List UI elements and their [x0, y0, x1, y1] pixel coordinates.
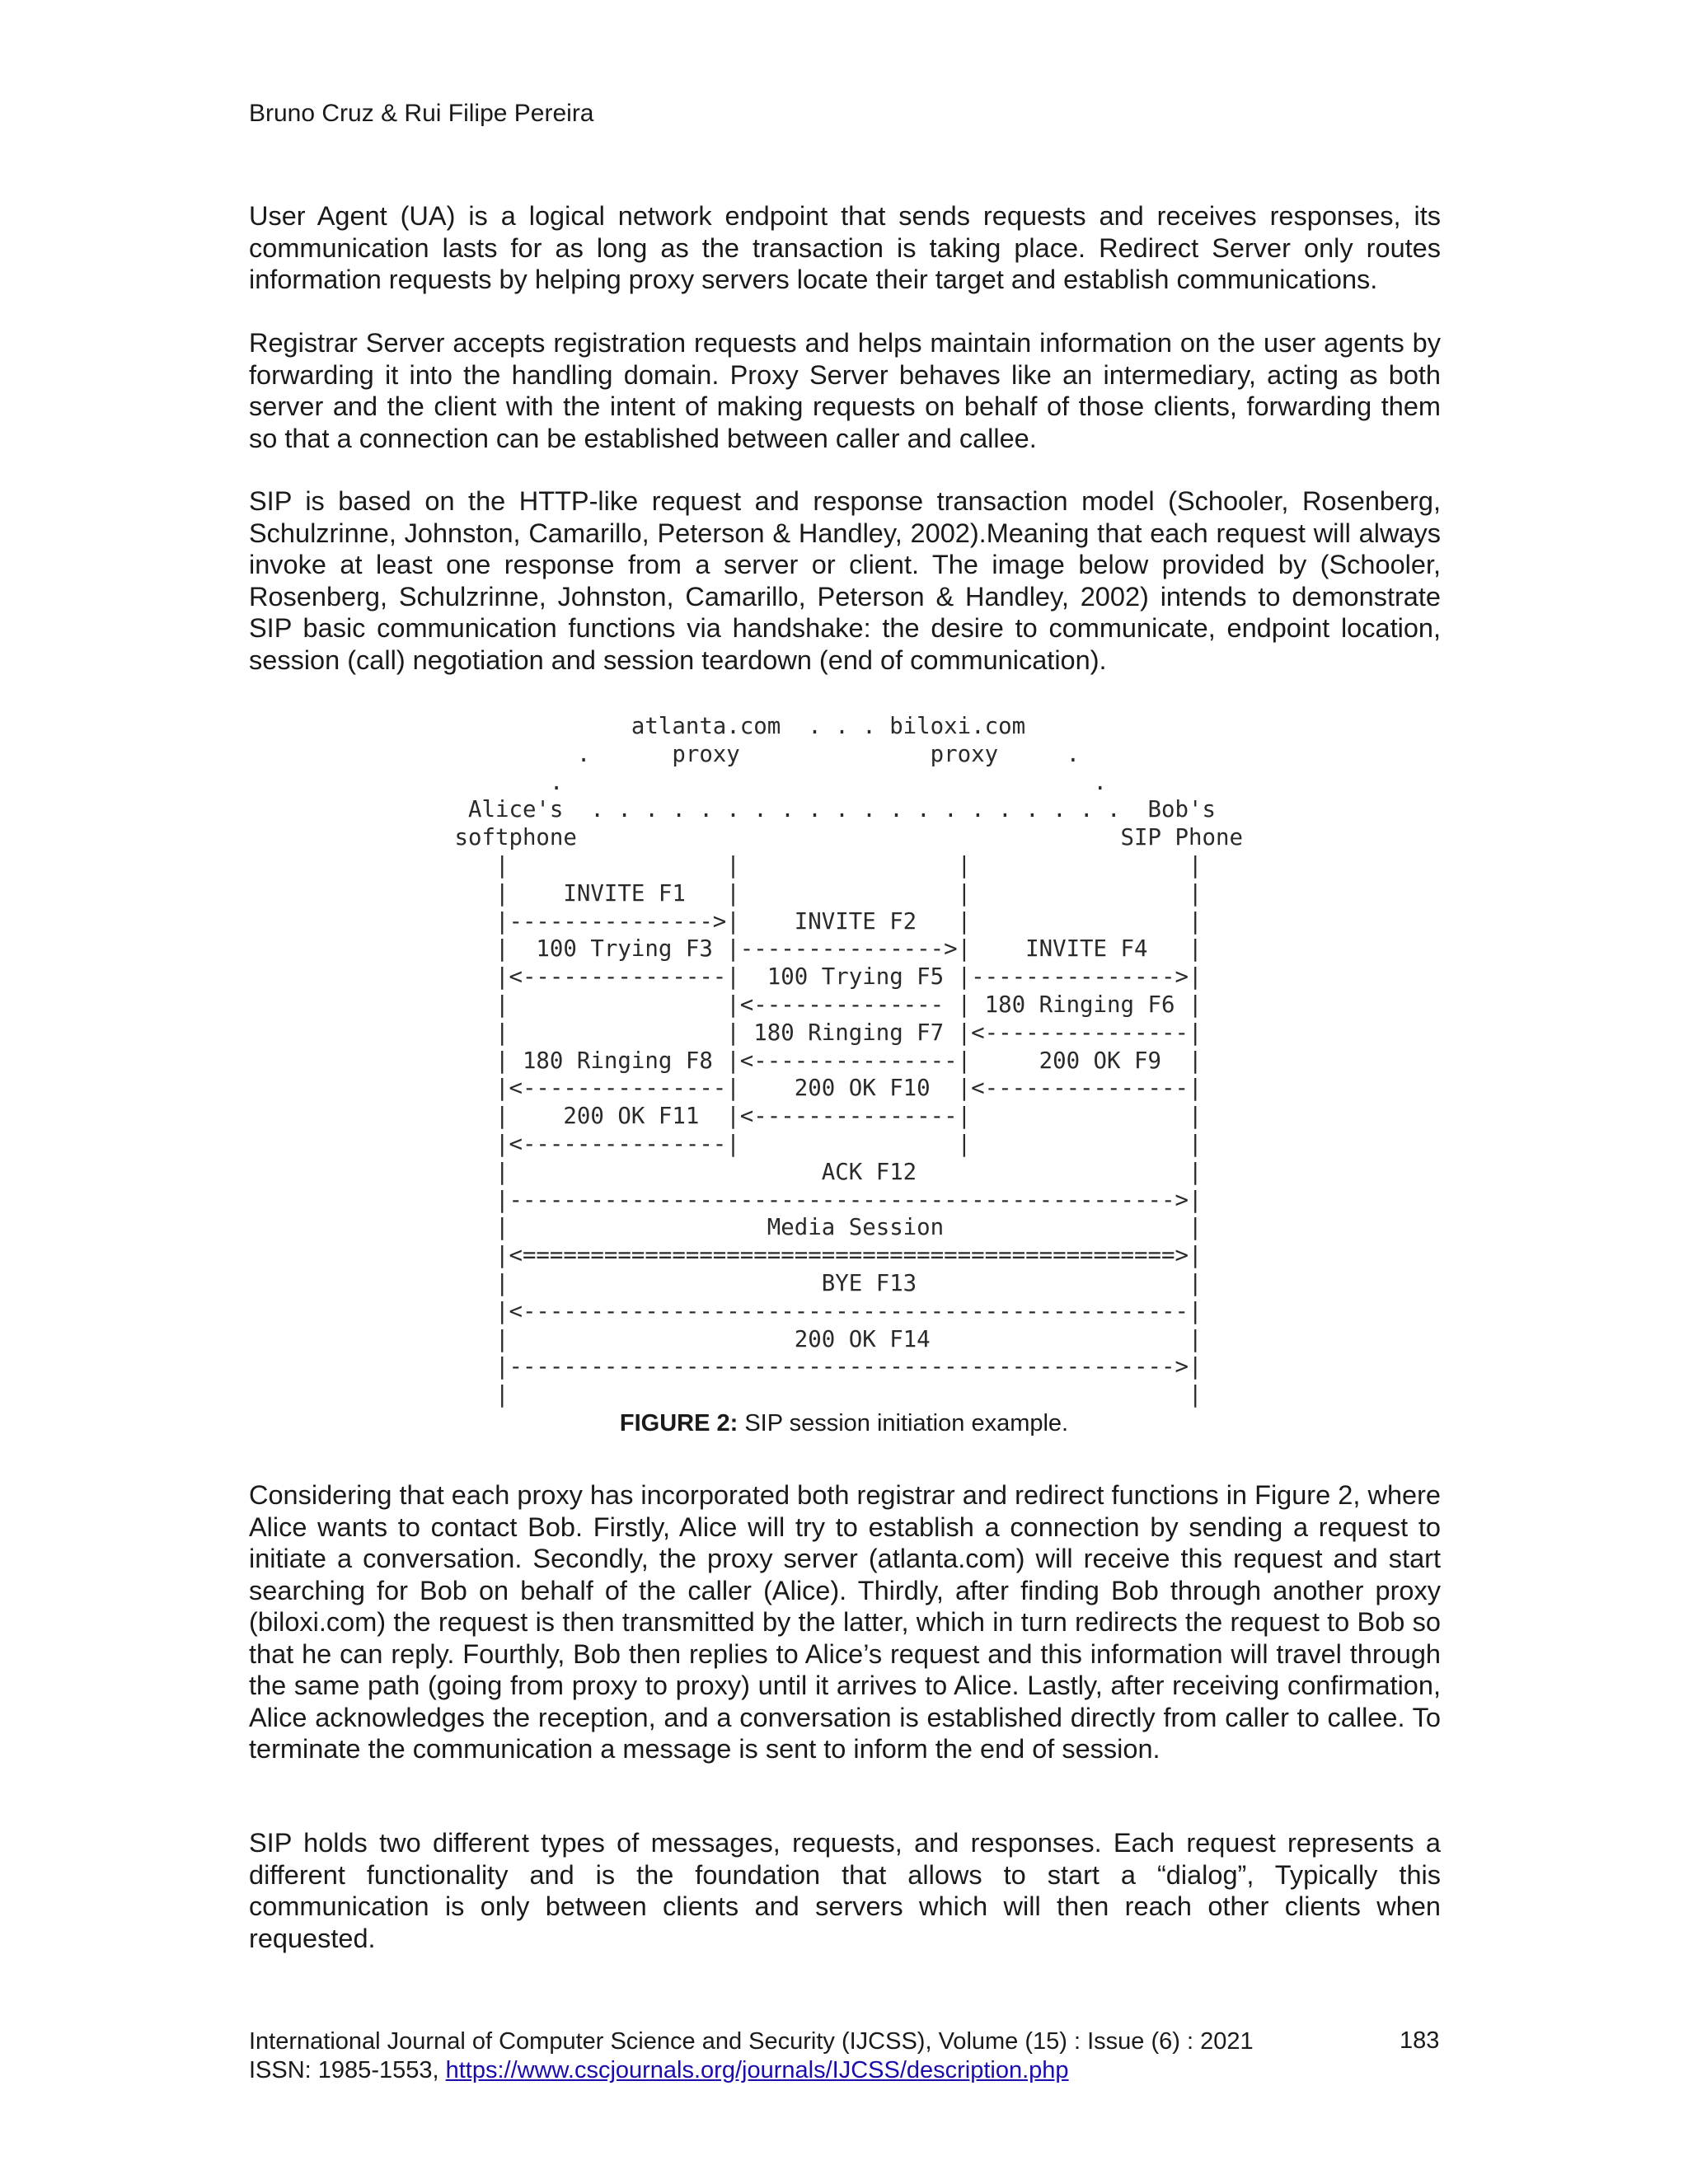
diagram-line: | 100 Trying F3 |--------------->| INVITE F4 |: [441, 936, 1203, 963]
diagram-line: | |: [441, 1382, 1203, 1408]
sip-sequence-diagram: [441, 713, 1243, 1409]
paragraph-sip-model: SIP is based on the HTTP-like request and response transaction model (Schooler, Rosenberg, Schulzrinne, Johnston, Camarillo, Peterson & Handley, 2002).Meaning that each request will always invoke at least one response from a server or client. The image below provided by (Schooler, Rosenberg, Schulzrinne, Johnston, Camarillo, Peterson & Handley, 2002) intends to demonstrate SIP basic communication functions via handshake: the desire to communicate, endpoint location, session (call) negotiation and session teardown (end of communication).: [249, 486, 1441, 675]
caption-text: SIP session initiation example.: [738, 1410, 1069, 1436]
diagram-line: | 200 OK F14 |: [441, 1326, 1203, 1352]
diagram-line: | INVITE F1 | | |: [441, 880, 1203, 907]
diagram-line: |------------------------------------------------->|: [441, 1187, 1203, 1213]
journal-link[interactable]: https://www.cscjournals.org/journals/IJCSS/description.php: [445, 2057, 1069, 2083]
figure-caption: [0, 1410, 1688, 1437]
footer-journal: International Journal of Computer Science and Security (IJCSS), Volume (15) : Issue (6) : 2021: [249, 2028, 1254, 2055]
paragraph-registrar-server: Registrar Server accepts registration requests and helps maintain information on the user agents by forwarding it into the handling domain. Proxy Server behaves like an intermediary, acting as both server and the client with the intent of making requests on behalf of those clients, forwarding them so that a connection can be established between caller and callee.: [249, 328, 1441, 453]
diagram-line: | |<-------------- | 180 Ringing F6 |: [441, 991, 1203, 1018]
diagram-line: |<---------------| 200 OK F10 |<---------------|: [441, 1076, 1203, 1102]
diagram-line: | Media Session |: [441, 1215, 1203, 1241]
diagram-line: | BYE F13 |: [441, 1270, 1203, 1296]
diagram-line: |<---------------| | |: [441, 1131, 1203, 1157]
caption-label: FIGURE 2:: [619, 1410, 738, 1436]
running-head-authors: Bruno Cruz & Rui Filipe Pereira: [249, 100, 594, 127]
diagram-line: |<-------------------------------------------------|: [441, 1298, 1203, 1324]
diagram-line: | ACK F12 |: [441, 1159, 1203, 1185]
diagram-line: |------------------------------------------------->|: [441, 1354, 1203, 1380]
footer-issn: ISSN: 1985-1553,: [249, 2057, 446, 2083]
footer-issn-line: [249, 2056, 1254, 2085]
diagram-line: . proxy proxy .: [441, 741, 1081, 767]
page-footer: [249, 2027, 1254, 2085]
diagram-line: softphone SIP Phone: [441, 825, 1243, 851]
paragraph-figure-explanation: Considering that each proxy has incorporated both registrar and redirect functions in Figure 2, where Alice wants to contact Bob. Firstly, Alice will try to establish a connection by sending a request to initiate a conversation. Secondly, the proxy server (atlanta.com) will receive this request and start searching for Bob on behalf of the caller (Alice). Thirdly, after finding Bob through another proxy (biloxi.com) the request is then transmitted by the latter, which in turn redirects the request to Bob so that he can reply. Fourthly, Bob then replies to Alice’s request and this information will travel through the same path (going from proxy to proxy) until it arrives to Alice. Lastly, after receiving confirmation, Alice acknowledges the reception, and a conversation is established directly from caller to callee. To terminate the communication a message is sent to inform the end of session.: [249, 1480, 1441, 1764]
diagram-line: Alice's . . . . . . . . . . . . . . . . . . . . Bob's: [441, 797, 1216, 823]
diagram-line: |<---------------| 100 Trying F5 |--------------->|: [441, 964, 1203, 991]
diagram-line: |<================================================>|: [441, 1243, 1203, 1269]
paragraph-sip-messages: SIP holds two different types of messages, requests, and responses. Each request represents a different functionality and is the foundation that allows to start a “dialog”, Typically this communication is only between clients and servers which will then reach other clients when requested.: [249, 1828, 1441, 1953]
paragraph-user-agent: User Agent (UA) is a logical network endpoint that sends requests and receives responses, its communication lasts for as long as the transaction is taking place. Redirect Server only routes information requests by helping proxy servers locate their target and establish communications.: [249, 201, 1441, 294]
diagram-line: | | | |: [441, 852, 1203, 879]
diagram-line: . .: [441, 769, 1108, 795]
diagram-line: |--------------->| INVITE F2 | |: [441, 908, 1203, 935]
diagram-line: | 180 Ringing F8 |<---------------| 200 OK F9 |: [441, 1047, 1203, 1074]
diagram-line: | 200 OK F11 |<---------------| |: [441, 1104, 1203, 1130]
diagram-line: atlanta.com . . . biloxi.com: [441, 714, 1026, 739]
diagram-line: | | 180 Ringing F7 |<---------------|: [441, 1019, 1203, 1046]
page-number: 183: [1400, 2027, 1440, 2054]
